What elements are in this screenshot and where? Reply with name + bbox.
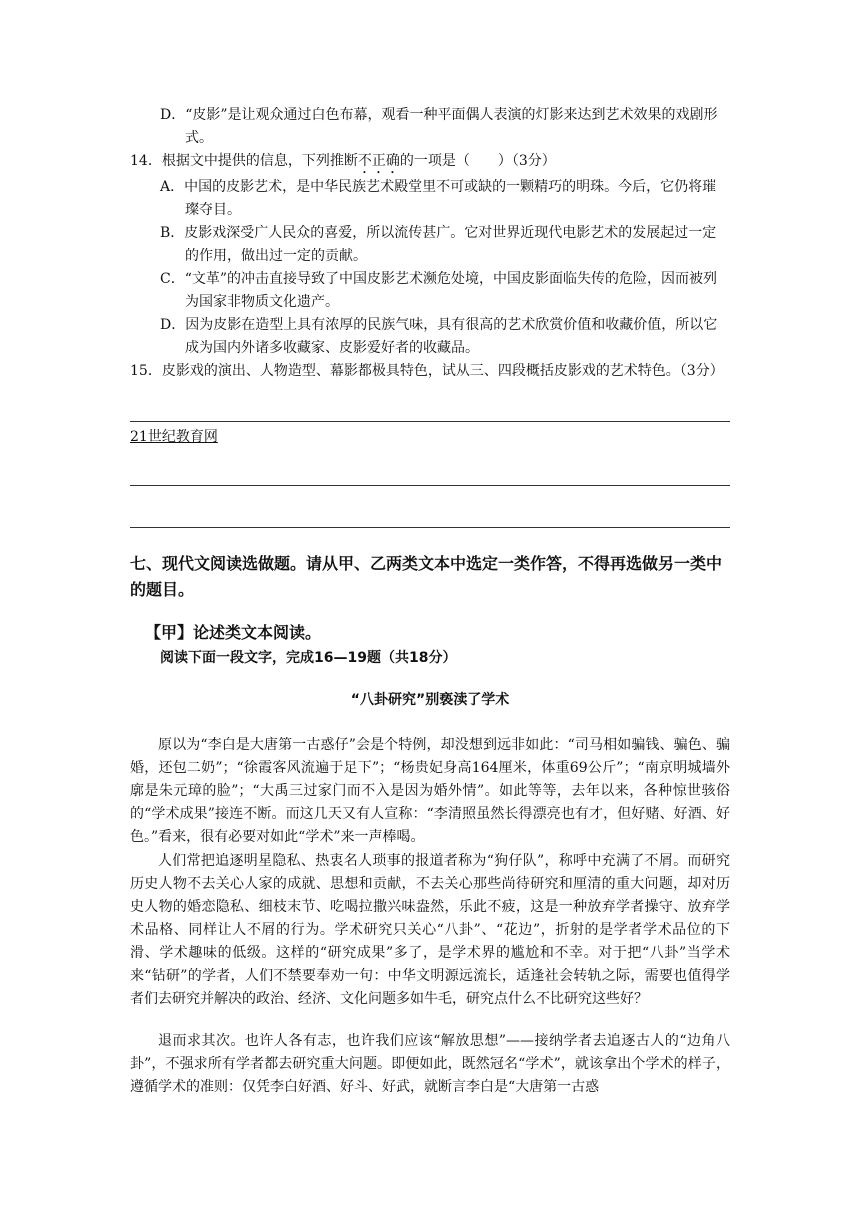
answer-line-1 <box>130 421 730 422</box>
article-paragraph-3: 退而求其次。也许人各有志，也许我们应该“解放思想”——接纳学者去追逐古人的“边角八卦”，不强求所有学者都去研究重大问题。即便如此，既然冠名“学术”，就该拿出个学术的样子，遵循学术的准则：仅凭李白好酒、好斗、好武，就断言李白是“大唐第一古惑 <box>130 1033 730 1095</box>
q15-stem: 15．皮影戏的演出、人物造型、幕影都极具特色，试从三、四段概括皮影戏的艺术特色。（3分） <box>130 363 724 379</box>
q14-stem <box>130 150 730 177</box>
article-paragraph-2: 人们常把追逐明星隐私、热衷名人琐事的报道者称为“狗仔队”，称呼中充满了不屑。而研究历史人物不去关心人家的成就、思想和贡献，不去关心那些尚待研究和厘清的重大问题，却对历史人物的婚恋隐私、细枝末节、吃喝拉撒兴味盎然，乐此不疲，这是一种放弃学者操守、放弃学术品格、同样让人不屑的行为。学术研究只关心“八卦”、“花边”，折射的是学者学术品位的下滑、学术趣味的低级。这样的“研究成果”多了，是学术界的尴尬和不幸。对于把“八卦”当学术来“钻研”的学者，人们不禁要奉劝一句：中华文明源远流长，适逢社会转轨之际，需要也值得学者们去研究并解决的政治、经济、文化问题多如牛毛，研究点什么不比研究这些好？ <box>130 853 730 1007</box>
answer-link[interactable]: 21世纪教育网 <box>130 429 218 445</box>
q14-option-b <box>160 222 730 268</box>
option-text: A．中国的皮影艺术，是中华民族艺术殿堂里不可或缺的一颗精巧的明珠。今后，它仍将璀璨夺目。 <box>160 179 717 218</box>
q14-option-c <box>160 268 730 314</box>
answer-line-3 <box>130 527 730 528</box>
sub-section-title: 【甲】论述类文本阅读。 <box>145 623 322 642</box>
q14-option-a <box>160 176 730 222</box>
section-title: 七、现代文阅读选做题。请从甲、乙两类文本中选定一类作答，不得再选做另一类中的题目。 <box>130 554 723 599</box>
option-text: D．“皮影”是让观众通过白色布幕，观看一种平面偶人表演的灯影来达到艺术效果的戏剧形式。 <box>160 107 718 146</box>
q14-stem-emphasis: 不正确 <box>357 153 400 169</box>
option-text: C．“文革”的冲击直接导致了中国皮影艺术濒危处境，中国皮影面临失传的危险，因而被列为国家非物质文化遗产。 <box>160 271 718 310</box>
q14-option-d <box>160 314 730 360</box>
option-text: B．皮影戏深受广人民众的喜爱，所以流传甚广。它对世界近现代电影艺术的发展起过一定的作用，做出过一定的贡献。 <box>160 225 717 264</box>
q14-stem-pre: 14．根据文中提供的信息，下列推断 <box>130 153 358 169</box>
option-text: D．因为皮影在造型上具有浓厚的民族气味，具有很高的艺术欣赏价值和收藏价值，所以它成为国内外诸多收藏家、皮影爱好者的收藏品。 <box>160 317 718 356</box>
q13-option-d <box>160 104 730 150</box>
q14-stem-post: 的一项是（ ）（3分） <box>399 153 556 169</box>
section-instruction: 阅读下面一段文字，完成16—19题（共18分） <box>160 650 457 666</box>
article-title: “八卦研究”别亵渎了学术 <box>350 692 510 708</box>
article-paragraph-1: 原以为“李白是大唐第一古惑仔”会是个特例，却没想到远非如此：“司马相如骗钱、骗色、骗婚，还包二奶”；“徐霞客风流遍于足下”；“杨贵妃身高164厘米，体重69公斤”；“南京明城墙外廓是朱元璋的脸”；“大禹三过家门而不入是因为婚外情”。如此等等，去年以来，各种惊世骇俗的“学术成果”接连不断。而这几天又有人宣称：“李清照虽然长得漂亮也有才，但好赌、好酒、好色。”看来，很有必要对如此“学术”来一声棒喝。 <box>130 737 730 845</box>
answer-line-2 <box>130 485 730 486</box>
